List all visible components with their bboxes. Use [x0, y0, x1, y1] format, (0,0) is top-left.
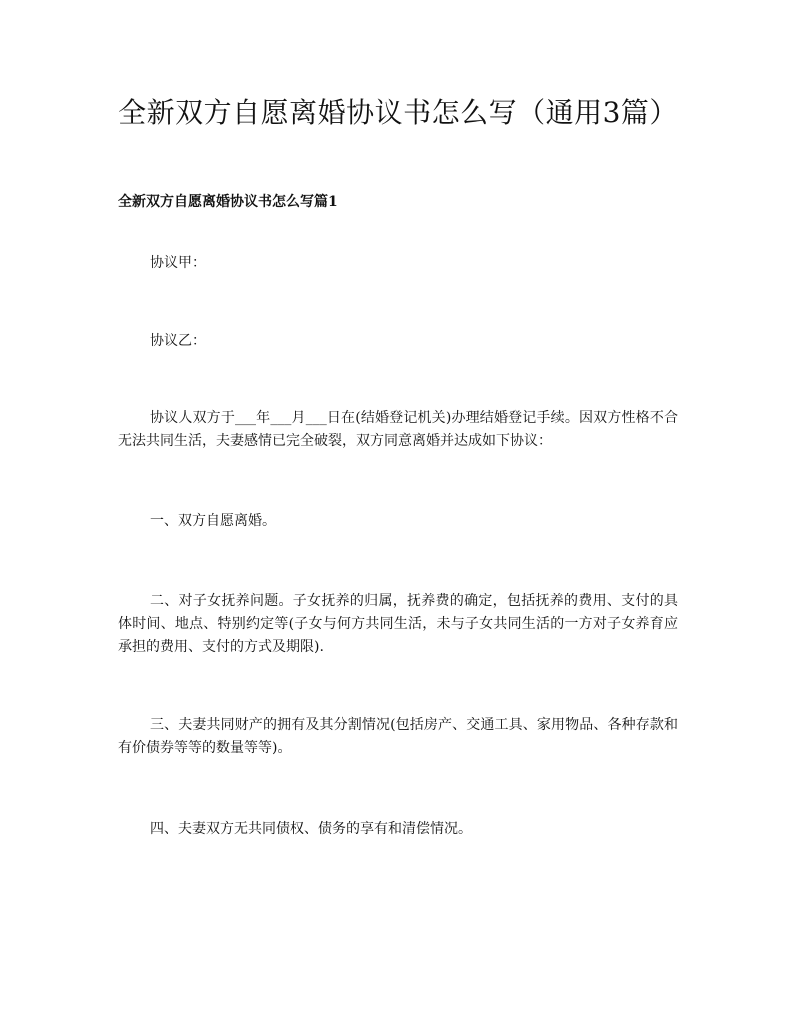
- clause-one-paragraph: 一、双方自愿离婚。: [150, 513, 276, 529]
- section-heading: 全新双方自愿离婚协议书怎么写篇1: [118, 194, 338, 210]
- party-a-paragraph: 协议甲：: [150, 255, 206, 271]
- intro-paragraph: 协议人双方于___年___月___日在(结婚登记机关)办理结婚登记手续。因双方性格不合无法共同生活，夫妻感情已完全破裂，双方同意离婚并达成如下协议：: [118, 410, 678, 449]
- clause-three-paragraph: 三、夫妻共同财产的拥有及其分割情况(包括房产、交通工具、家用物品、各种存款和有价债券等等的数量等等)。: [118, 717, 678, 756]
- document-title: 全新双方自愿离婚协议书怎么写（通用3篇）: [118, 96, 678, 129]
- clause-four-paragraph: 四、夫妻双方无共同债权、债务的享有和清偿情况。: [150, 821, 472, 837]
- clause-two-paragraph: 二、对子女抚养问题。子女抚养的归属，抚养费的确定，包括抚养的费用、支付的具体时间、地点、特别约定等(子女与何方共同生活，未与子女共同生活的一方对子女养育应承担的费用、支付的方式及期限).: [118, 593, 678, 655]
- party-b-paragraph: 协议乙：: [150, 333, 206, 349]
